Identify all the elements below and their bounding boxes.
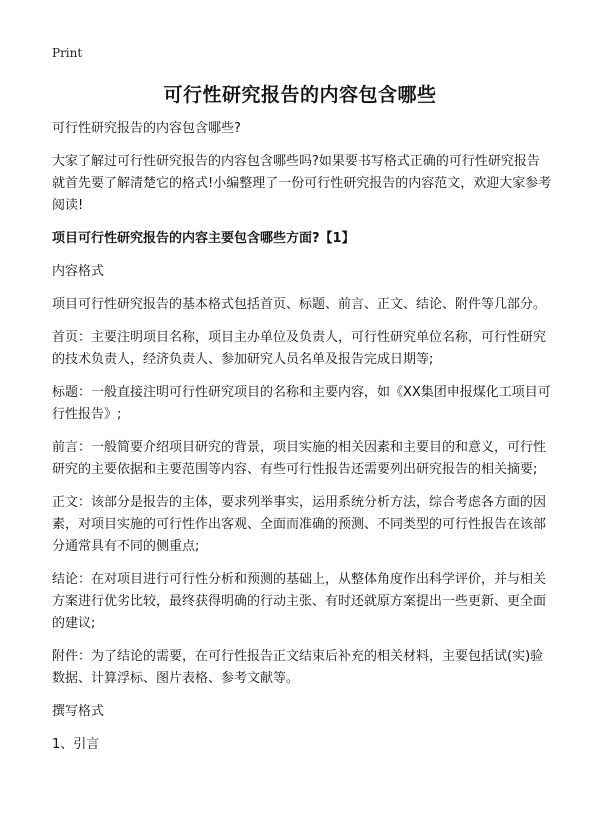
paragraph-preface: 前言：一般简要介绍项目研究的背景，项目实施的相关因素和主要目的和意义，可行性研究的主要依据和主要范围等内容、有些可行性报告还需要列出研究报告的相关摘要; xyxy=(52,440,547,477)
paragraph-conclusion: 结论：在对项目进行可行性分析和预测的基础上，从整体角度作出科学评价，并与相关方案进行优劣比较，最终获得明确的行动主张、有时还就原方案提出一些更新、更全面的建议; xyxy=(52,572,547,631)
article-body xyxy=(52,118,552,767)
page-title: 可行性研究报告的内容包含哪些 xyxy=(163,84,437,106)
paragraph-appendix: 附件：为了结论的需要，在可行性报告正文结束后补充的相关材料，主要包括试(实)验数据、计算浮标、图片表格、参考文献等。 xyxy=(52,649,544,686)
list-item-introduction: 1、引言 xyxy=(52,737,100,752)
paragraph-title-section: 标题：一般直接注明可行性研究项目的名称和主要内容，如《XX集团申报煤化工项目可行性报告》; xyxy=(52,385,551,422)
paragraph-question: 可行性研究报告的内容包含哪些? xyxy=(52,121,241,136)
section-heading: 项目可行性研究报告的内容主要包含哪些方面?【1】 xyxy=(52,231,355,246)
subheading-content-format: 内容格式 xyxy=(52,264,105,279)
paragraph-front-page: 首页：主要注明项目名称，项目主办单位及负责人，可行性研究单位名称，可行性研究的技术负责人，经济负责人、参加研究人员名单及报告完成日期等; xyxy=(52,330,547,367)
print-link[interactable]: Print xyxy=(52,46,83,60)
paragraph-main-body: 正文：该部分是报告的主体，要求列举事实，运用系统分析方法，综合考虑各方面的因素，对项目实施的可行性作出客观、全面而准确的预测、不同类型的可行性报告在该部分通常具有不同的侧重点; xyxy=(52,495,547,554)
paragraph-basic-format: 项目可行性研究报告的基本格式包括首页、标题、前言、正文、结论、附件等几部分。 xyxy=(52,297,547,312)
subheading-writing-format: 撰写格式 xyxy=(52,704,105,719)
paragraph-intro: 大家了解过可行性研究报告的内容包含哪些吗?如果要书写格式正确的可行性研究报告就首先要了解清楚它的格式!小编整理了一份可行性研究报告的内容范文，欢迎大家参考阅读! xyxy=(52,154,552,213)
